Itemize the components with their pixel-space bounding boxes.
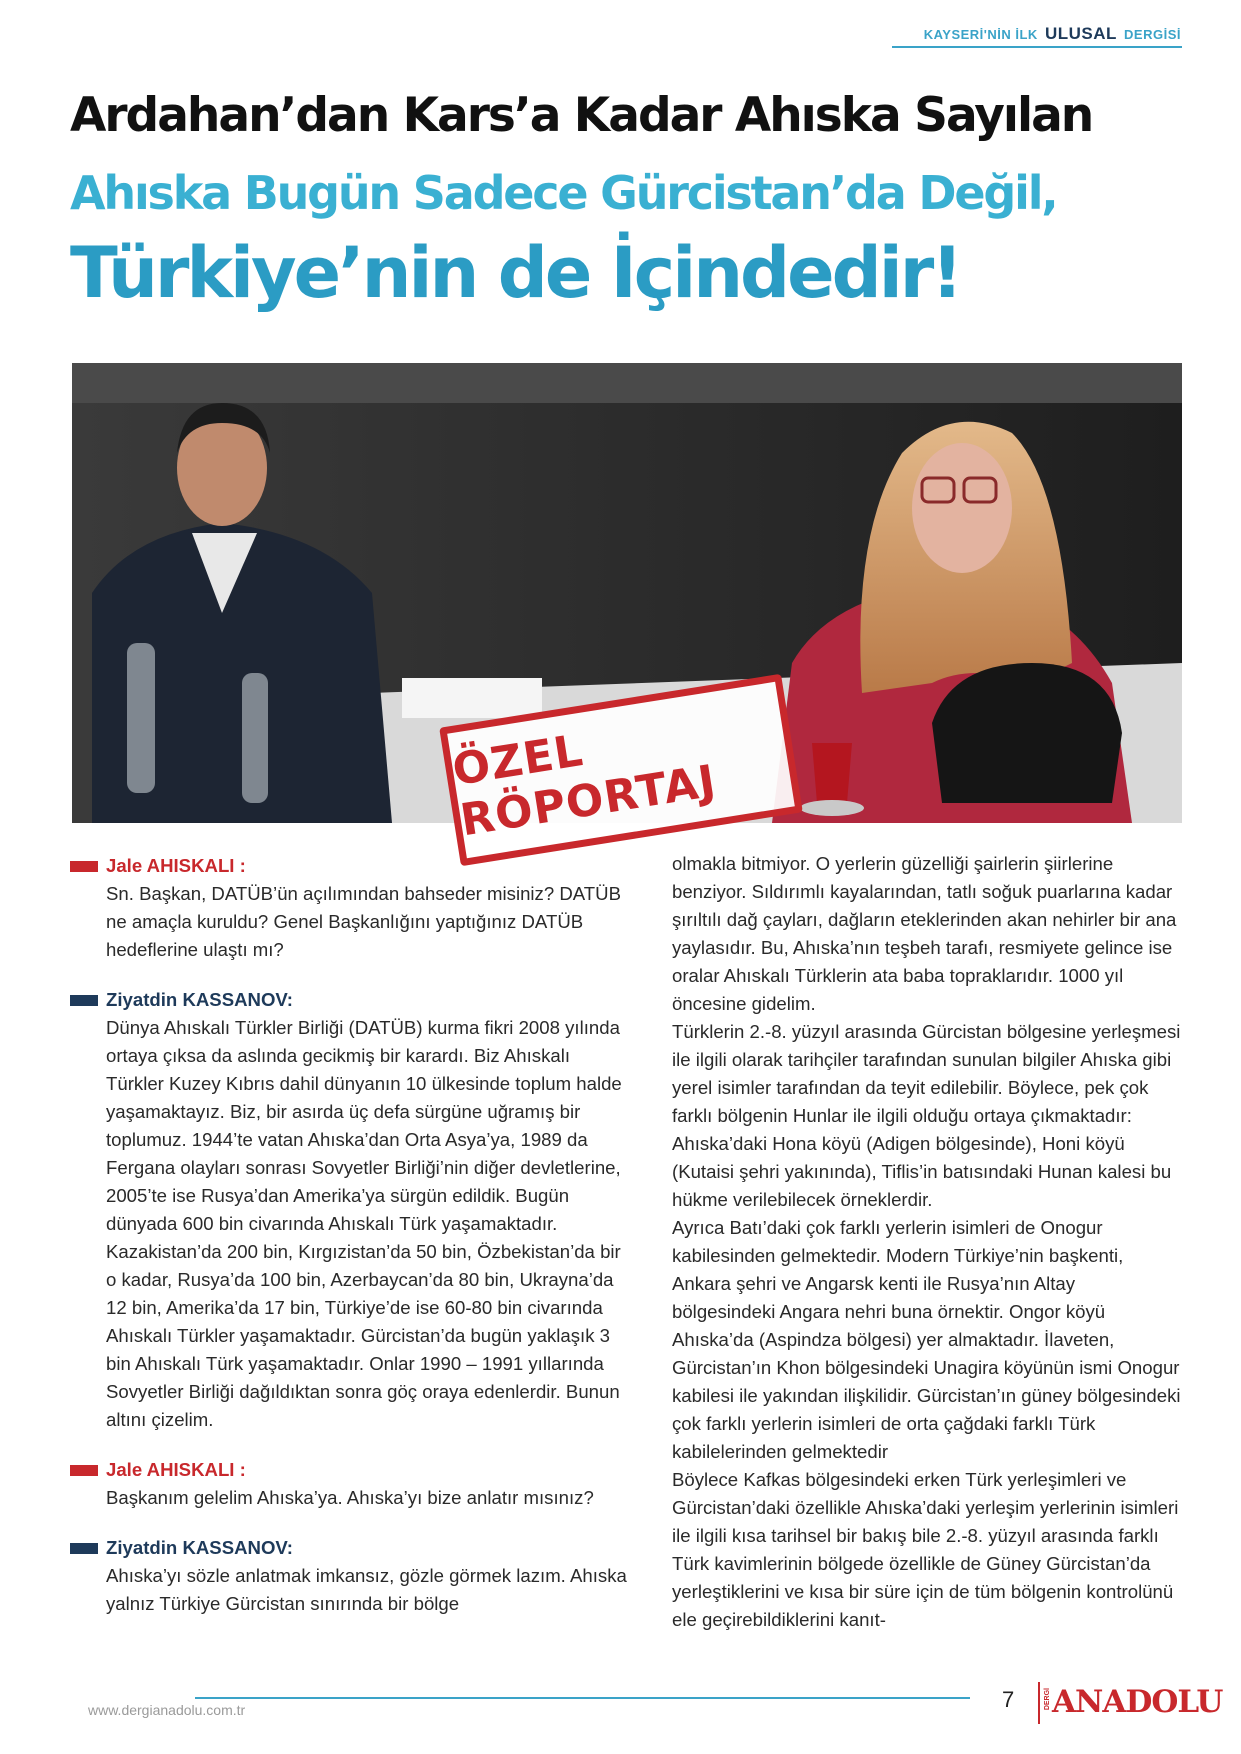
speaker-ziyatdin	[70, 1534, 630, 1562]
header-rule	[892, 46, 1182, 48]
headline-line-2: Ahıska Bugün Sadece Gürcistan’da Değil,	[70, 166, 1057, 220]
speaker-jale	[70, 1456, 630, 1484]
speaker-marker	[70, 995, 98, 1006]
speaker-name: Ziyatdin KASSANOV:	[106, 989, 293, 1010]
brand-divider	[1038, 1682, 1040, 1724]
brand-logo: ANADOLU	[1052, 1684, 1223, 1720]
speaker-marker	[70, 861, 98, 872]
tagline-prefix: KAYSERİ'NİN İLK	[923, 27, 1038, 42]
left-column	[70, 852, 630, 1618]
headline-line-1: Ardahan’dan Kars’a Kadar Ahıska Sayılan	[70, 88, 1093, 143]
right-column	[672, 850, 1182, 1634]
answer-paragraph: Dünya Ahıskalı Türkler Birliği (DATÜB) kurma fikri 2008 yılında ortaya çıksa da aslında gecikmiş bir karardı. Biz Ahıskalı Türkler Kuzey Kıbrıs dahil dünyanın 10 ülkesinde toplum halde yaşamaktayız. Biz, bir asırda üç defa sürgüne uğramış bir toplumuz. 1944’te vatan Ahıska’dan Orta Asya’ya, 1989 da Fergana olayları sonrası Sovyetler Birliği’nin diğer devletlerine, 2005’te ise Rusya’dan Amerika’ya sürgün edildik. Bugün dünyada 600 bin civarında Ahıskalı Türk yaşamaktadır. Kazakistan’da 200 bin, Kırgızistan’da 50 bin, Özbekistan’da bir o kadar, Rusya’da 100 bin, Azerbaycan’da 80 bin, Ukrayna’da 12 bin, Amerika’da 17 bin, Türkiye’de ise 60-80 bin civarında Ahıskalı Türkler yaşamaktadır. Gürcistan’da bugün yaklaşık 3 bin Ahıskalı Türk yaşamaktadır. Onlar 1990 – 1991 yıllarında Sovyetler Birliği dağıldıktan sonra göç oraya edenlerdir. Bunun altını çizelim.	[106, 1017, 622, 1430]
body-paragraph: olmakla bitmiyor. O yerlerin güzelliği şairlerin şiirlerine benziyor. Sıldırımlı kayalarından, tatlı soğuk puarlarına kadar şırıltılı dağ çayları, dağların eteklerinden akan nehirler bir ana yaylasıdır. Bu, Ahıska’nın teşbeh tarafı, resmiyete gelince ise oralar Ahıskalı Türklerin ata baba topraklarıdır. 1000 yıl öncesine gidelim.	[672, 853, 1177, 1014]
body-paragraph: Türklerin 2.-8. yüzyıl arasında Gürcistan bölgesine yerleşmesi ile ilgili olarak tarihçiler tarafından sunulan bilgiler Ahıska gibi yerel isimler tarafından da teyit edilebilir. Böylece, pek çok farklı bölgenin Hunlar ile ilgili olduğu ortaya çıkmaktadır: Ahıska’daki Hona köyü (Adigen bölgesinde), Honi köyü (Kutaisi şehri yakınında), Tiflis’in batısındaki Hunan kalesi bu hükme verilebilecek örneklerdir.	[672, 1021, 1181, 1210]
page-number: 7	[1002, 1687, 1015, 1712]
body-paragraph: Böylece Kafkas bölgesindeki erken Türk yerleşimleri ve Gürcistan’daki özellikle Ahıska’daki yerleşim yerlerinin isimleri ile ilgili kısa tarihsel bir bakış bile 2.-8. yüzyıl arasında farklı Türk kavimlerinin bölgede özellikle de Güney Gürcistan’da yerleştiklerini ve kısa bir süre için de tüm bölgenin kontrolünü ele geçirebildiklerini kanıt-	[672, 1469, 1179, 1630]
footer-rule	[195, 1697, 970, 1699]
headline-line-3: Türkiye’nin de İçindedir!	[70, 232, 961, 314]
answer-paragraph: Ahıska’yı sözle anlatmak imkansız, gözle görmek lazım. Ahıska yalnız Türkiye Gürcistan sınırında bir bölge	[106, 1565, 627, 1614]
body-paragraph: Ayrıca Batı’daki çok farklı yerlerin isimleri de Onogur kabilesinden gelmektedir. Modern Türkiye’nin başkenti, Ankara şehri ve Angarsk kenti ile Rusya’nın Altay bölgesindeki Angara nehri buna örnektir. Ongor köyü Ahıska’da (Aspindza bölgesi) yer almaktadır. İlaveten, Gürcistan’ın Khon bölgesindeki Unagira köyünün ismi Onogur kabilesi ile yakından ilişkilidir. Gürcistan’ın güney bölgesindeki çok farklı yerlerin isimleri de orta çağdaki farklı Türk kabilelerinden gelmektedir	[672, 1217, 1181, 1462]
tagline-suffix: DERGİSİ	[1124, 27, 1181, 42]
magazine-tagline	[924, 24, 1181, 44]
speaker-marker	[70, 1543, 98, 1554]
question-paragraph: Başkanım gelelim Ahıska’ya. Ahıska’yı bize anlatır mısınız?	[106, 1487, 594, 1508]
speaker-name: Jale AHISKALI :	[106, 1459, 246, 1480]
brand-small-label: DERGİ	[1044, 1688, 1051, 1711]
footer-website-link[interactable]: www.dergianadolu.com.tr	[88, 1702, 246, 1718]
speaker-jale	[70, 852, 630, 880]
speaker-ziyatdin	[70, 986, 630, 1014]
tagline-highlight: ULUSAL	[1044, 24, 1117, 43]
speaker-marker	[70, 1465, 98, 1476]
speaker-name: Jale AHISKALI :	[106, 855, 246, 876]
speaker-name: Ziyatdin KASSANOV:	[106, 1537, 293, 1558]
question-paragraph: Sn. Başkan, DATÜB’ün açılımından bahseder misiniz? DATÜB ne amaçla kuruldu? Genel Başkanlığını yaptığınız DATÜB hedeflerine ulaştı mı?	[106, 883, 621, 960]
stamp-text: ÖZEL RÖPORTAJ	[449, 725, 720, 847]
